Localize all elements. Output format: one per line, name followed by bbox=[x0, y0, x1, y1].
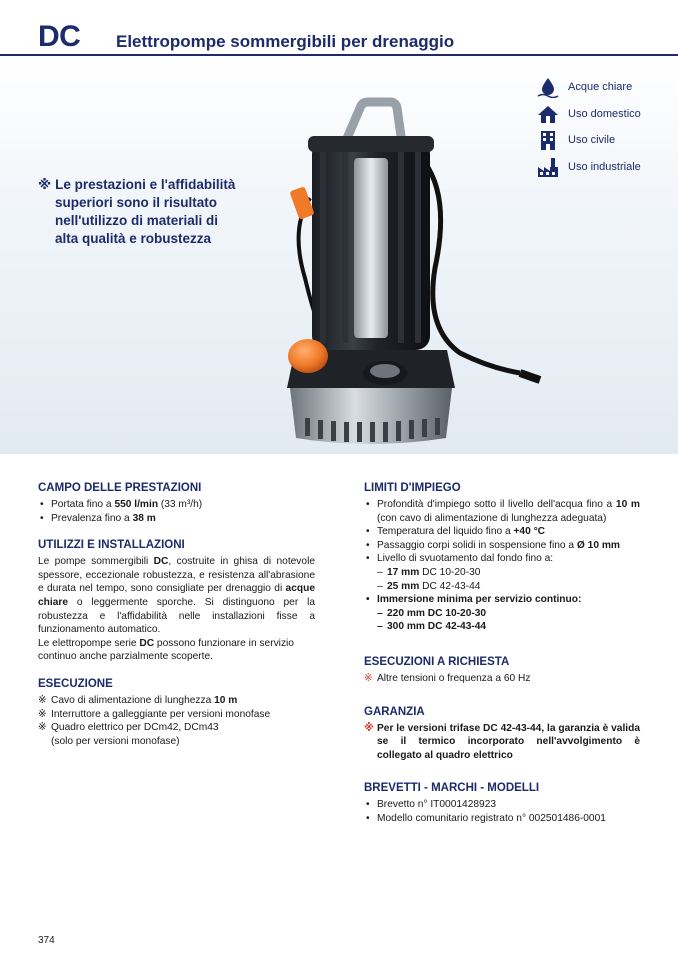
section-title: GARANZIA bbox=[364, 705, 425, 718]
header-rule bbox=[0, 54, 678, 56]
tagline-line-4: alta qualità e robustezza bbox=[55, 231, 212, 246]
section-title: ESECUZIONI A RICHIESTA bbox=[364, 655, 510, 668]
esecuzione-list bbox=[38, 694, 315, 748]
section-title: BREVETTI - MARCHI - MODELLI bbox=[364, 782, 540, 795]
section-title: UTILIZZI E INSTALLAZIONI bbox=[38, 539, 185, 552]
tagline-line-2: superiori sono il risultato bbox=[55, 195, 218, 210]
list-item: ※ Per le versioni trifase DC 42-43-44, la garanzia è valida se il termico incorporato nell'avvolgimento è collegato al quadro elettrico bbox=[364, 722, 640, 761]
application-item bbox=[536, 101, 641, 128]
right-column bbox=[364, 482, 640, 840]
application-label: Uso domestico bbox=[568, 107, 641, 120]
section-title: ESECUZIONE bbox=[38, 677, 113, 690]
list-item: • Profondità d'impiego sotto il livello dell'acqua fino a 10 m (con cavo di alimentazione di lunghezza adeguata) bbox=[364, 498, 640, 525]
utilizzi-paragraph-2: Le elettropompe serie DC possono funzionare in servizio continuo anche parzialmente scoperte. bbox=[38, 637, 294, 663]
application-label: Uso industriale bbox=[568, 160, 641, 173]
brevetti-section bbox=[364, 782, 640, 825]
list-item: – 25 mm DC 42-43-44 bbox=[364, 580, 640, 594]
page-title: Elettropompe sommergibili per drenaggio bbox=[116, 32, 455, 51]
page-number: 374 bbox=[38, 935, 55, 946]
list-item: ※ Cavo di alimentazione di lunghezza 10 m bbox=[38, 694, 238, 706]
campo-list bbox=[38, 498, 315, 525]
factory-icon bbox=[536, 156, 560, 178]
building-icon bbox=[536, 129, 560, 151]
limiti-list bbox=[364, 498, 640, 566]
list-item: • Immersione minima per servizio continuo: bbox=[364, 593, 640, 607]
house-icon bbox=[536, 103, 560, 125]
utilizzi-paragraph-1: Le pompe sommergibili DC, costruite in ghisa di notevole spessore, eccezionale robustezza, e resistenza all'abrasione e durata nel tempo, sono consigliate per drenaggio di acque chiare o leggermente sporche. Si distinguono per la robustezza e l'affidabilità nelle installazioni fisse a funzionamento automatico. bbox=[38, 556, 315, 636]
application-item bbox=[536, 154, 641, 181]
water-drop-icon bbox=[536, 76, 560, 98]
hero-section bbox=[0, 58, 678, 454]
campo-section bbox=[38, 482, 315, 525]
list-item: – 17 mm DC 10-20-30 bbox=[364, 566, 640, 580]
list-item-note: (solo per versioni monofase) bbox=[51, 735, 180, 747]
richiesta-list bbox=[364, 672, 640, 686]
list-item: • Brevetto n° IT0001428923 bbox=[364, 798, 640, 812]
utilizzi-section bbox=[38, 539, 315, 664]
section-title: CAMPO DELLE PRESTAZIONI bbox=[38, 482, 202, 494]
application-item bbox=[536, 74, 641, 101]
list-item: • Livello di svuotamento dal fondo fino a: bbox=[364, 552, 640, 566]
tagline-mark: ※ bbox=[38, 177, 52, 192]
list-item: – 220 mm DC 10-20-30 bbox=[364, 607, 640, 621]
list-item: – 300 mm DC 42-43-44 bbox=[364, 620, 640, 634]
list-item: • Prevalenza fino a 38 m bbox=[38, 512, 315, 526]
application-label: Acque chiare bbox=[568, 81, 633, 94]
tagline-line-1: Le prestazioni e l'affidabilità bbox=[55, 177, 236, 192]
application-item bbox=[536, 127, 641, 154]
list-item: • Modello comunitario registrato n° 002501486-0001 bbox=[364, 812, 640, 826]
limiti-sublist-2 bbox=[364, 607, 640, 634]
left-column bbox=[38, 482, 315, 762]
product-code: DC bbox=[38, 20, 81, 53]
tagline bbox=[38, 176, 235, 248]
tagline-line-3: nell'utilizzo di materiali di bbox=[55, 213, 218, 228]
richiesta-section bbox=[364, 656, 640, 686]
garanzia-list bbox=[364, 722, 640, 763]
list-item: • Passaggio corpi solidi in sospensione fino a Ø 10 mm bbox=[364, 539, 640, 553]
pump-image bbox=[250, 88, 550, 454]
esecuzione-section bbox=[38, 678, 315, 748]
brevetti-list bbox=[364, 798, 640, 825]
list-item: ※ Quadro elettrico per DCm42, DCm43 bbox=[38, 722, 219, 734]
application-label: Uso civile bbox=[568, 134, 616, 147]
section-title: LIMITI D'IMPIEGO bbox=[364, 482, 461, 494]
applications-list bbox=[536, 74, 641, 180]
page-header bbox=[0, 0, 678, 62]
list-item: • Portata fino a 550 l/min (33 m³/h) bbox=[38, 498, 315, 512]
list-item: ※ Interruttore a galleggiante per versioni monofase bbox=[38, 708, 271, 720]
list-item: ※ Altre tensioni o frequenza a 60 Hz bbox=[364, 672, 531, 684]
limiti-list-2 bbox=[364, 593, 640, 607]
limiti-sublist-1 bbox=[364, 566, 640, 593]
limiti-section bbox=[364, 482, 640, 634]
garanzia-section bbox=[364, 706, 640, 763]
list-item: • Temperatura del liquido fino a +40 °C bbox=[364, 525, 640, 539]
